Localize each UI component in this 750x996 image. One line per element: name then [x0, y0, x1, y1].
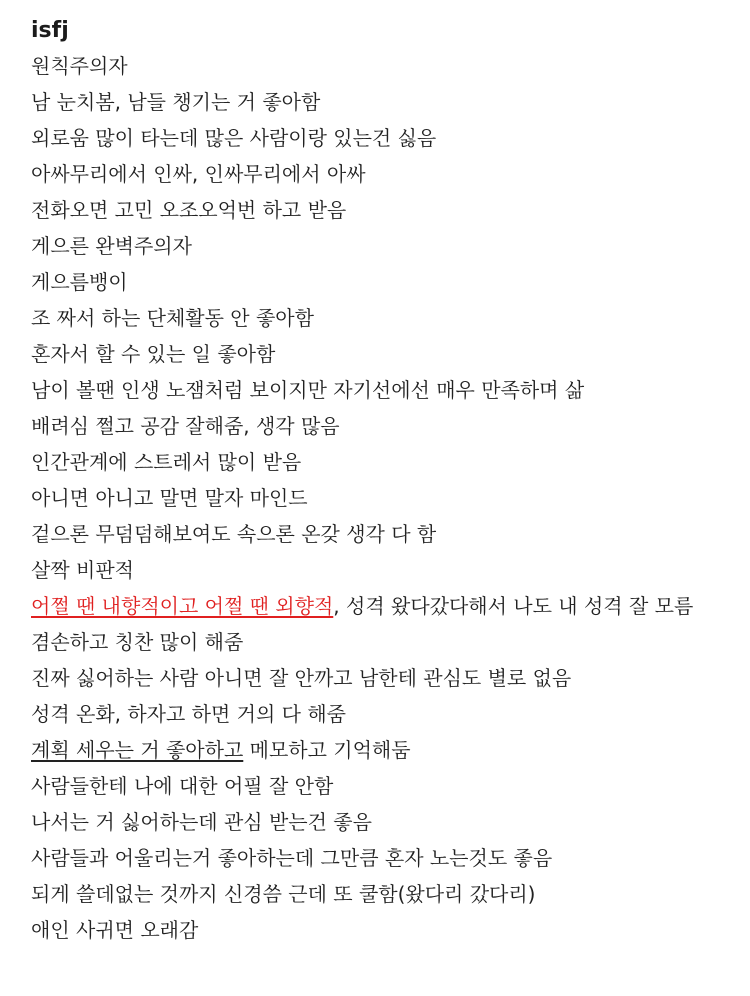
highlighted-line-rest: , 성격 왔다갔다해서 나도 내 성격 잘 모름 — [333, 594, 694, 618]
trait-line: 남이 볼땐 인생 노잼처럼 보이지만 자기선에선 매우 만족하며 삶 — [31, 378, 585, 402]
trait-line: 배려심 쩔고 공감 잘해줌, 생각 많음 — [31, 414, 340, 438]
highlighted-phrase: 어쩔 땐 내향적이고 어쩔 땐 외향적 — [31, 594, 334, 618]
trait-line: 인간관계에 스트레서 많이 받음 — [31, 450, 302, 474]
trait-line: 사람들한테 나에 대한 어필 잘 안함 — [31, 774, 334, 798]
trait-line: 게으름뱅이 — [31, 270, 128, 294]
underlined-line-rest: 메모하고 기억해둠 — [243, 738, 411, 762]
trait-line: 겉으론 무덤덤해보여도 속으론 온갖 생각 다 함 — [31, 522, 437, 546]
trait-line: 외로움 많이 타는데 많은 사람이랑 있는건 싫음 — [31, 126, 437, 150]
trait-line: 겸손하고 칭찬 많이 해줌 — [31, 630, 244, 654]
trait-line: 게으른 완벽주의자 — [31, 234, 192, 258]
trait-line: 원칙주의자 — [31, 54, 128, 78]
underlined-phrase: 계획 세우는 거 좋아하고 — [31, 738, 244, 762]
underlined-trait-line — [31, 732, 720, 768]
trait-line: 성격 온화, 하자고 하면 거의 다 해줌 — [31, 702, 346, 726]
trait-line: 혼자서 할 수 있는 일 좋아함 — [31, 342, 276, 366]
trait-line: 사람들과 어울리는거 좋아하는데 그만큼 혼자 노는것도 좋음 — [31, 846, 553, 870]
trait-line: 살짝 비판적 — [31, 558, 134, 582]
trait-line: 아니면 아니고 말면 말자 마인드 — [31, 486, 308, 510]
trait-line: 남 눈치봄, 남들 챙기는 거 좋아함 — [31, 90, 321, 114]
trait-list — [31, 48, 720, 948]
trait-line: 아싸무리에서 인싸, 인싸무리에서 아싸 — [31, 162, 366, 186]
trait-line: 되게 쓸데없는 것까지 신경씀 근데 또 쿨함(왔다리 갔다리) — [31, 882, 536, 906]
post-title: isfj — [31, 18, 69, 43]
trait-line: 애인 사귀면 오래감 — [31, 918, 199, 942]
trait-line: 조 짜서 하는 단체활동 안 좋아함 — [31, 306, 314, 330]
trait-line: 전화오면 고민 오조오억번 하고 받음 — [31, 198, 347, 222]
trait-line: 나서는 거 싫어하는데 관심 받는건 좋음 — [31, 810, 372, 834]
trait-line: 진짜 싫어하는 사람 아니면 잘 안까고 남한테 관심도 별로 없음 — [31, 666, 572, 690]
highlighted-trait-line — [31, 588, 720, 624]
